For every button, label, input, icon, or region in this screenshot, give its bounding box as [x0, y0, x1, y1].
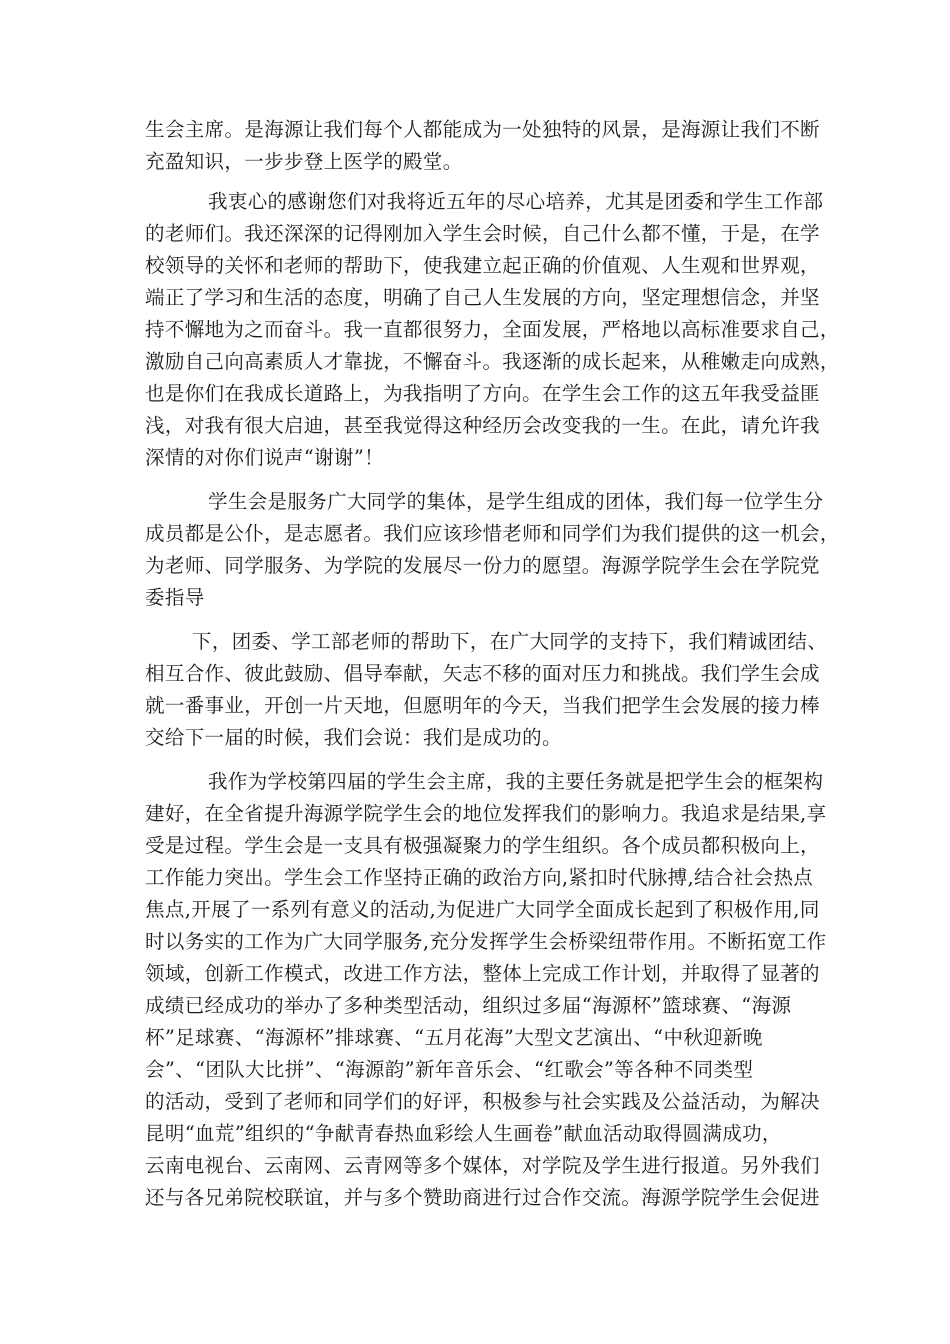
- text-line: 还与各兄弟院校联谊，并与多个赞助商进行过合作交流。海源学院学生会促进: [145, 1186, 820, 1209]
- text-line: 也是你们在我成长道路上，为我指明了方向。在学生会工作的这五年我受益匪: [145, 382, 820, 405]
- text-line: 的活动，受到了老师和同学们的好评，积极参与社会实践及公益活动，为解决: [145, 1090, 820, 1113]
- text-line: 受是过程。学生会是一支具有极强凝聚力的学生组织。各个成员都积极向上，: [145, 834, 820, 857]
- text-line: 校领导的关怀和老师的帮助下，使我建立起正确的价值观、人生观和世界观，: [145, 254, 820, 277]
- text-line: 学生会是服务广大同学的集体，是学生组成的团体，我们每一位学生分: [208, 490, 824, 513]
- text-line: 持不懈地为之而奋斗。我一直都很努力，全面发展，严格地以高标准要求自己，: [145, 318, 840, 341]
- text-line: 时以务实的工作为广大同学服务,充分发挥学生会桥梁纽带作用。不断拓宽工作: [145, 930, 827, 953]
- text-line: 委指导: [145, 586, 205, 609]
- text-line: 交给下一届的时候，我们会说：我们是成功的。: [145, 726, 562, 749]
- text-line: 成绩已经成功的举办了多种类型活动，组织过多届“海源杯”篮球赛、“海源: [145, 994, 792, 1017]
- text-line: 昆明“血荒”组织的“争献青春热血彩绘人生画卷”献血活动取得圆满成功，: [145, 1122, 782, 1145]
- text-line: 相互合作、彼此鼓励、倡导奉献，矢志不移的面对压力和挑战。我们学生会成: [145, 662, 820, 685]
- text-line: 成员都是公仆，是志愿者。我们应该珍惜老师和同学们为我们提供的这一机会，: [145, 522, 840, 545]
- text-line: 浅，对我有很大启迪，甚至我觉得这种经历会改变我的一生。在此，请允许我: [145, 414, 820, 437]
- text-line: 杯”足球赛、“海源杯”排球赛、“五月花海”大型文艺演出、“中秋迎新晚: [145, 1026, 763, 1049]
- text-line: 我衷心的感谢您们对我将近五年的尽心培养，尤其是团委和学生工作部: [208, 190, 824, 213]
- text-line: 工作能力突出。学生会工作坚持正确的政治方向,紧扣时代脉搏,结合社会热点: [145, 866, 814, 889]
- text-line: 会”、“团队大比拼”、“海源韵”新年音乐会、“红歌会”等各种不同类型: [145, 1058, 754, 1081]
- text-line: 建好，在全省提升海源学院学生会的地位发挥我们的影响力。我追求是结果,享: [145, 802, 827, 825]
- text-line: 生会主席。是海源让我们每个人都能成为一处独特的风景，是海源让我们不断: [145, 118, 820, 141]
- text-line: 焦点,开展了一系列有意义的活动,为促进广大同学全面成长起到了积极作用,同: [145, 898, 820, 921]
- text-line: 为老师、同学服务、为学院的发展尽一份力的愿望。海源学院学生会在学院党: [145, 554, 820, 577]
- text-line: 充盈知识，一步步登上医学的殿堂。: [145, 150, 463, 173]
- text-line: 我作为学校第四届的学生会主席，我的主要任务就是把学生会的框架构: [208, 770, 824, 793]
- text-line: 的老师们。我还深深的记得刚加入学生会时候，自己什么都不懂，于是，在学: [145, 222, 820, 245]
- text-line: 激励自己向高素质人才靠拢，不懈奋斗。我逐渐的成长起来，从稚嫩走向成熟，: [145, 350, 840, 373]
- text-line: 领域，创新工作模式，改进工作方法，整体上完成工作计划，并取得了显著的: [145, 962, 820, 985]
- text-line: 端正了学习和生活的态度，明确了自己人生发展的方向，坚定理想信念，并坚: [145, 286, 820, 309]
- text-line: 深情的对你们说声“谢谢”！: [145, 446, 384, 469]
- text-line: 就一番事业，开创一片天地，但愿明年的今天，当我们把学生会发展的接力棒: [145, 694, 820, 717]
- text-line: 下，团委、学工部老师的帮助下，在广大同学的支持下，我们精诚团结、: [192, 630, 828, 653]
- text-line: 云南电视台、云南网、云青网等多个媒体，对学院及学生进行报道。另外我们: [145, 1154, 820, 1177]
